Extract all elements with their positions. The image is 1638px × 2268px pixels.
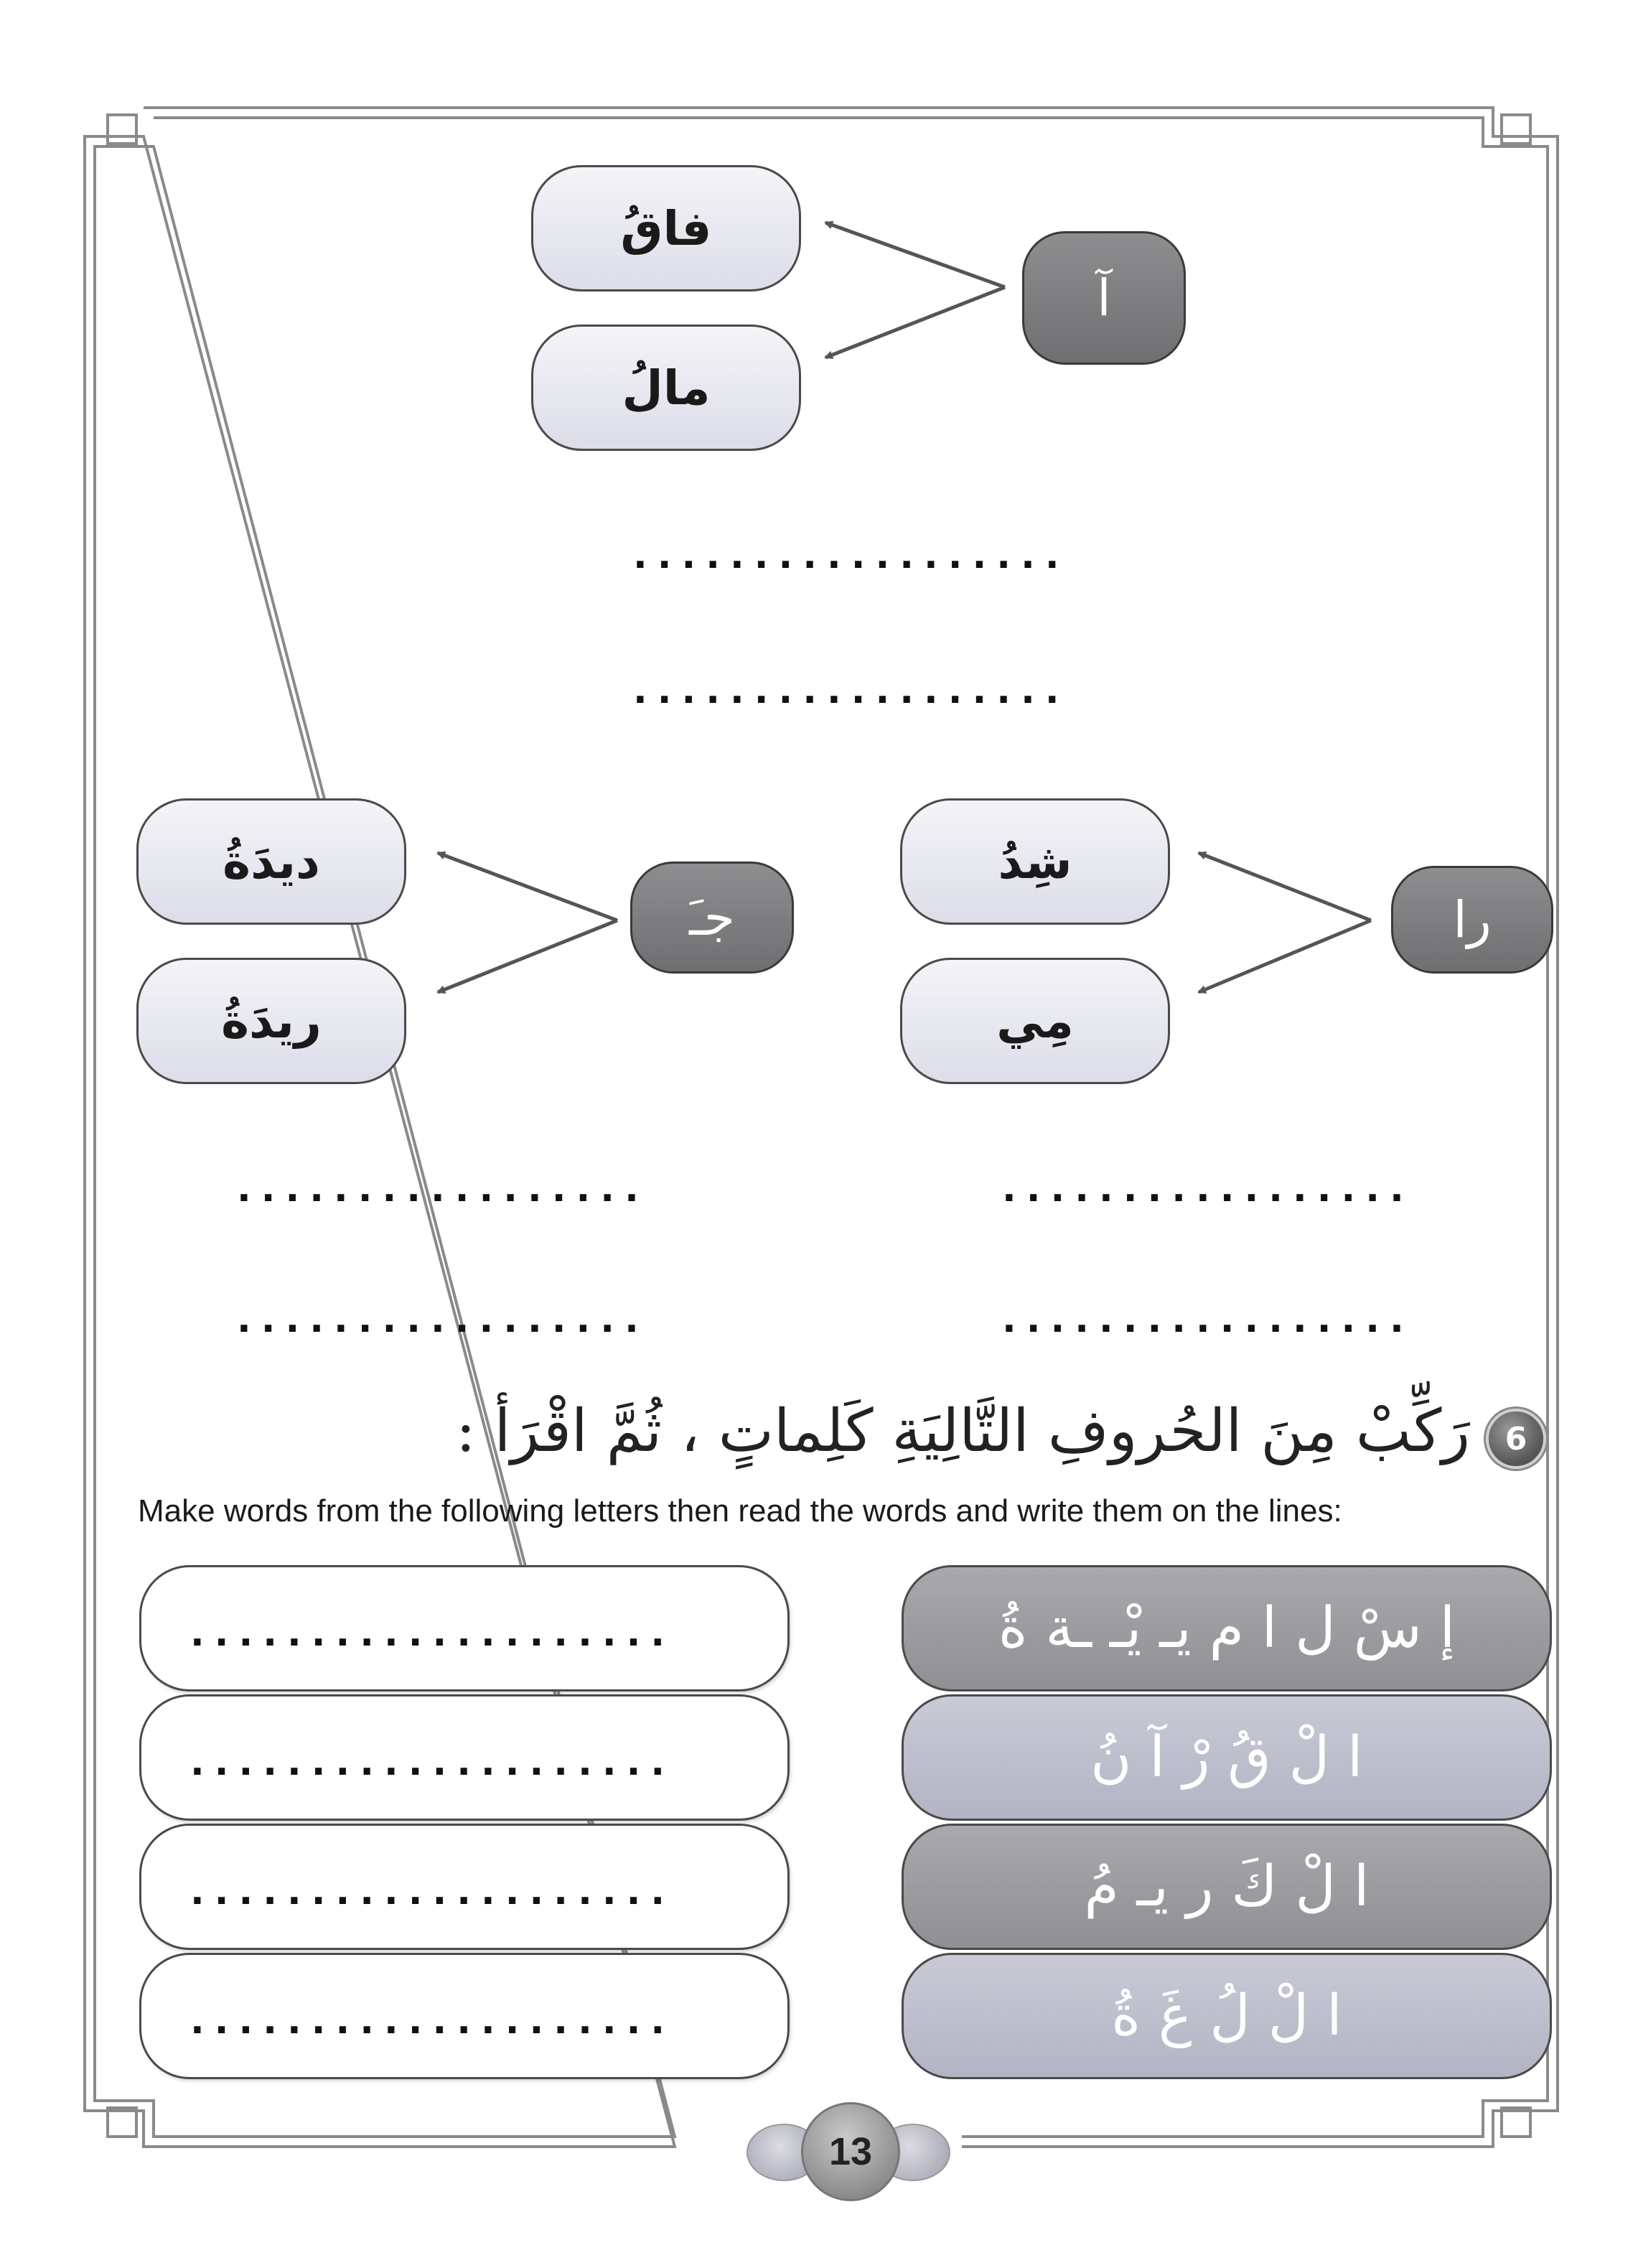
answer-line-box-3[interactable]: .................... bbox=[190, 1870, 675, 1913]
arrow-right-up bbox=[1199, 853, 1371, 920]
answer-line-box-1[interactable]: .................... bbox=[190, 1612, 675, 1655]
answer-line-box-2[interactable]: .................... bbox=[190, 1741, 675, 1784]
section-instruction-english: Make words from the following letters then read the words and write them on the lines: bbox=[138, 1493, 1342, 1529]
arrow-left-down bbox=[438, 920, 617, 992]
word-pill-top-2: مالُ bbox=[531, 325, 801, 451]
page-number-ornament bbox=[739, 2102, 955, 2203]
word-pill-left-1: ديدَةُ bbox=[136, 798, 406, 925]
letter-set-1: إ سْ ل ا م يـ يْـ ـة ةُ bbox=[902, 1565, 1552, 1691]
letter-set-2: ا لْ قُ رْ آ نُ bbox=[902, 1694, 1552, 1821]
arrow-right-down bbox=[1199, 920, 1371, 992]
letter-bubble-top: آ bbox=[1022, 231, 1186, 365]
answer-line-right-1[interactable]: ................. bbox=[1002, 1167, 1414, 1210]
answer-line-left-2[interactable]: ................. bbox=[237, 1298, 649, 1341]
word-pill-top-1: فاقُ bbox=[531, 165, 801, 291]
word-pill-left-2: ريدَةُ bbox=[136, 958, 406, 1084]
section-title-arabic: رَكِّبْ مِنَ الحُروفِ التَّالِيَةِ كَلِماتٍ ، ثُمَّ اقْرَأ : bbox=[455, 1397, 1470, 1465]
answer-line-box-4[interactable]: .................... bbox=[190, 1999, 675, 2043]
answer-line-left-1[interactable]: ................. bbox=[237, 1167, 649, 1210]
answer-box-3[interactable] bbox=[139, 1824, 790, 1950]
answer-line-top-1[interactable]: .................. bbox=[633, 534, 1070, 577]
arrow-left-up bbox=[438, 853, 617, 920]
arrow-top-up bbox=[825, 223, 1005, 287]
answer-box-1[interactable] bbox=[139, 1565, 790, 1691]
letter-set-4: ا لْ لُ غَ ةُ bbox=[902, 1953, 1552, 2079]
arrow-top-down bbox=[825, 287, 1005, 358]
word-pill-right-1: شِدُ bbox=[900, 798, 1170, 925]
word-pill-right-2: مِي bbox=[900, 958, 1170, 1084]
page-number: 13 bbox=[801, 2102, 900, 2201]
letter-bubble-right: را bbox=[1391, 866, 1553, 974]
answer-line-top-2[interactable]: .................. bbox=[633, 669, 1070, 712]
letter-set-3: ا لْ كَ ر يـ مُ bbox=[902, 1824, 1552, 1950]
answer-box-2[interactable] bbox=[139, 1694, 790, 1821]
letter-bubble-left: جـَ bbox=[630, 862, 794, 974]
answer-line-right-2[interactable]: ................. bbox=[1002, 1298, 1414, 1341]
section-number-badge: 6 bbox=[1486, 1409, 1546, 1469]
answer-box-4[interactable] bbox=[139, 1953, 790, 2079]
